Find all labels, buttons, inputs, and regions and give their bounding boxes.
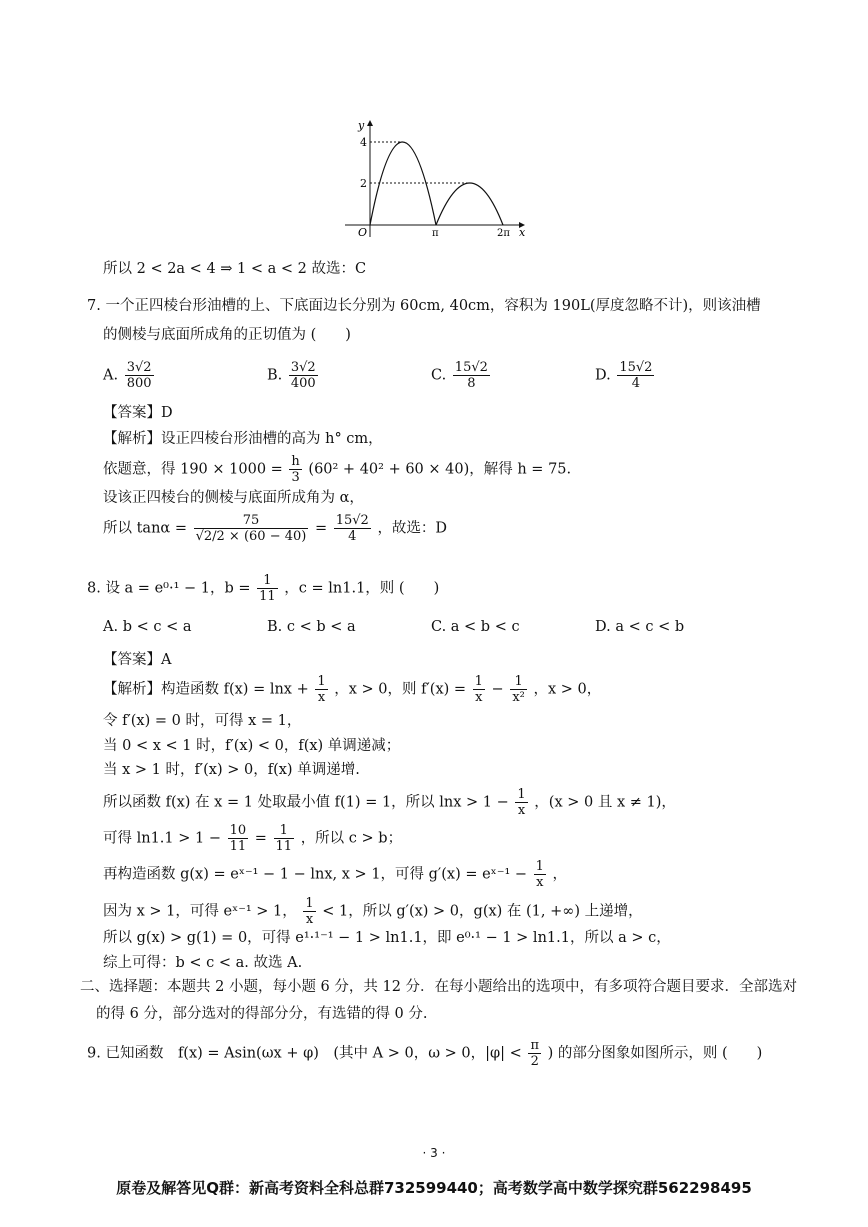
q7-solution-3: 设该正四棱台的侧棱与底面所成角为 α， (103, 490, 364, 506)
q8-solution-9: 所以 g(x) > g(1) = 0，可得 e¹·¹⁻¹ − 1 > ln1.1，即 e⁰·¹ − 1 > ln1.1，所以 a > c， (103, 930, 671, 946)
q7-answer: 【答案】D (103, 405, 173, 421)
q7-solution-2: 依题意，得 190 × 1000 = $\frac{h}{3}$ (60² + 40² + 60 × 40)，解得 h = 75. (103, 454, 572, 485)
q7-option-d: D. $\frac{15√2}{4}$ (595, 360, 653, 391)
q8-solution-7: 再构造函数 g(x) = eˣ⁻¹ − 1 − lnx, x > 1，可得 g′(x) = eˣ⁻¹ − $\frac{1}{x}$ ， (103, 859, 568, 890)
q8-option-a: A. b < c < a (103, 619, 192, 635)
x-axis-label: x (519, 226, 526, 239)
text-line: 所以 2 < 2a < 4 ⇒ 1 < a < 2 故选：C (103, 261, 367, 277)
section-2-heading: 二、选择题：本题共 2 小题，每小题 6 分，共 12 分．在每小题给出的选项中，有多项符合题目要求．全部选对 (80, 979, 798, 995)
curve-hump-2 (436, 183, 503, 225)
q7-option-c: C. $\frac{15√2}{8}$ (431, 360, 488, 391)
q8-solution-8: 因为 x > 1，可得 eˣ⁻¹ > 1， $\frac{1}{x}$ < 1，所以 g′(x) > 0，g(x) 在 (1, +∞) 上递增， (103, 896, 643, 927)
q8-solution-4: 当 x > 1 时，f′(x) > 0，f(x) 单调递增. (103, 762, 360, 778)
q8-solution-1: 【解析】构造函数 f(x) = lnx + $\frac{1}{x}$ ，x > 0，则 f′(x) = $\frac{1}{x}$ − $\frac{1}{\text{x²}}$ ，x > 0， (103, 674, 602, 705)
q8-solution-2: 令 f′(x) = 0 时，可得 x = 1， (103, 713, 302, 729)
question-9: 9. 已知函数 f(x) = Asin(ωx + φ) (其中 A > 0，ω > 0，|φ| < $\frac{\pi}{2}$ ) 的部分图象如图所示，则 ( ) (87, 1038, 763, 1069)
q8-solution-3: 当 0 < x < 1 时，f′(x) < 0，f(x) 单调递减； (103, 738, 401, 754)
x-tick-2pi: 2π (497, 228, 510, 239)
q8-solution-5: 所以函数 f(x) 在 x = 1 处取最小值 f(1) = 1，所以 lnx > 1 − $\frac{1}{x}$ ，(x > 0 且 x ≠ 1)， (103, 787, 676, 818)
q8-option-d: D. a < c < b (595, 619, 685, 635)
q8-answer: 【答案】A (103, 652, 172, 668)
q7-option-b: B. $\frac{3√2}{400}$ (267, 360, 316, 391)
q8-option-c: C. a < b < c (431, 619, 520, 635)
question-7-cont: 的侧棱与底面所成角的正切值为 ( ) (103, 327, 351, 343)
q8-option-b: B. c < b < a (267, 619, 356, 635)
y-tick-2: 2 (360, 177, 367, 190)
question-7: 7. 一个正四棱台形油槽的上、下底面边长分别为 60cm, 40cm，容积为 190L(厚度忽略不计)，则该油槽 (87, 298, 761, 314)
page-number: · 3 · (422, 1146, 446, 1160)
y-axis-label: y (358, 119, 365, 132)
section-2-heading-cont: 的得 6 分，部分选对的得部分分，有选错的得 0 分. (96, 1006, 428, 1022)
question-8: 8. 设 a = e⁰·¹ − 1，b = $\frac{1}{11}$ ，c = ln1.1，则 ( ) (87, 573, 440, 604)
q7-option-a: A. $\frac{3√2}{800}$ (103, 360, 152, 391)
function-graph (340, 115, 530, 240)
footer-note: 原卷及解答见Q群：新高考资料全科总群732599440；高考数学高中数学探究群562298495 (116, 1179, 752, 1197)
q7-solution-4: 所以 tanα = $\frac{75}{√2/2 \times (60 - 40)}$ = $\frac{15√2}{4}$ ，故选：D (103, 513, 448, 544)
q8-solution-6: 可得 ln1.1 > 1 − $\frac{10}{11}$ = $\frac{1}{11}$ ，所以 c > b； (103, 823, 403, 854)
origin-label: O (358, 226, 368, 239)
q8-solution-10: 综上可得：b < c < a. 故选 A. (103, 955, 303, 971)
y-tick-4: 4 (360, 136, 367, 149)
x-tick-pi: π (432, 228, 439, 239)
q7-solution-1: 【解析】设正四棱台形油槽的高为 h° cm， (103, 431, 383, 447)
